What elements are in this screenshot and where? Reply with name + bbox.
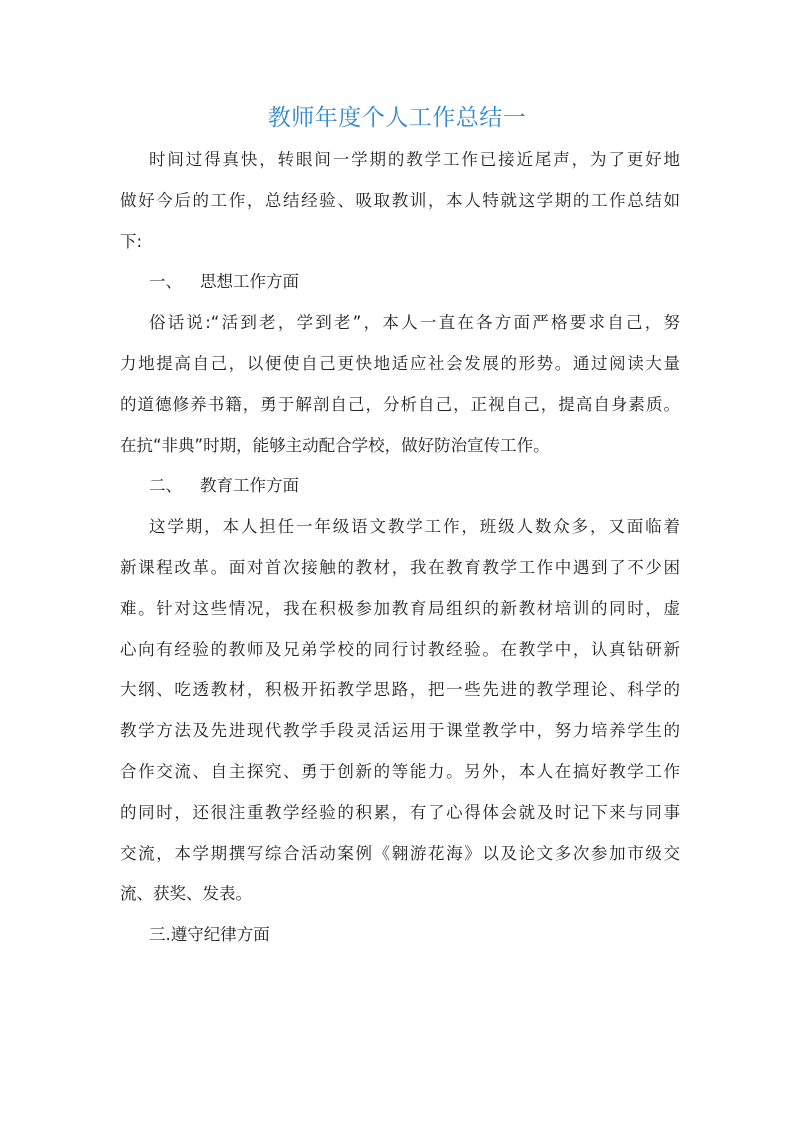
intro-line-3: 下: xyxy=(120,231,143,251)
section-2-line-6: 教学方法及先进现代教学手段灵活运用于课堂教学中，努力培养学生的 xyxy=(120,721,680,741)
section-2-line-9: 交流，本学期撰写综合活动案例《翱游花海》以及论文多次参加市级交 xyxy=(120,843,680,863)
document-body xyxy=(120,140,680,956)
section-2-heading-line xyxy=(120,466,680,507)
section-2-line-3: 难。针对这些情况，我在积极参加教育局组织的新教材培训的同时，虚 xyxy=(120,598,680,618)
section-1-number: 一、 xyxy=(149,272,182,292)
section-2-heading: 教育工作方面 xyxy=(200,476,299,496)
section-1-heading: 思想工作方面 xyxy=(200,272,299,292)
section-3-heading: 三.遵守纪律方面 xyxy=(149,925,270,945)
section-2-line-1: 这学期，本人担任一年级语文教学工作，班级人数众多，又面临着 xyxy=(149,517,680,537)
section-1-line-1: 俗话说:“活到老，学到老”，本人一直在各方面严格要求自己，努 xyxy=(149,313,680,333)
section-2-line-7: 合作交流、自主探究、勇于创新的等能力。另外，本人在搞好教学工作 xyxy=(120,761,680,781)
section-2-line-4: 心向有经验的教师及兄弟学校的同行讨教经验。在教学中，认真钻研新 xyxy=(120,639,680,659)
section-2-number: 二、 xyxy=(149,476,182,496)
intro-line-1: 时间过得真快，转眼间一学期的教学工作已接近尾声，为了更好地 xyxy=(149,150,680,169)
section-1-line-3: 的道德修养书籍，勇于解剖自己，分析自己，正视自己，提高自身素质。 xyxy=(120,394,680,414)
section-2-line-10: 流、获奖、发表。 xyxy=(120,884,252,904)
intro-line-2: 做好今后的工作，总结经验、吸取教训，本人特就这学期的工作总结如 xyxy=(120,190,680,210)
section-2-line-8: 的同时，还很注重教学经验的积累，有了心得体会就及时记下来与同事 xyxy=(120,802,680,822)
section-1-line-4: 在抗“非典”时期，能够主动配合学校，做好防治宣传工作。 xyxy=(120,435,550,455)
section-1-line-2: 力地提高自己，以便使自己更快地适应社会发展的形势。通过阅读大量 xyxy=(120,353,680,373)
document-title: 教师年度个人工作总结一 xyxy=(267,105,527,131)
section-1-heading-line xyxy=(120,262,680,303)
section-2-line-5: 大纲、吃透教材，积极开拓教学思路，把一些先进的教学理论、科学的 xyxy=(120,680,680,700)
section-2-line-2: 新课程改革。面对首次接触的教材，我在教育教学工作中遇到了不少困 xyxy=(120,557,680,577)
